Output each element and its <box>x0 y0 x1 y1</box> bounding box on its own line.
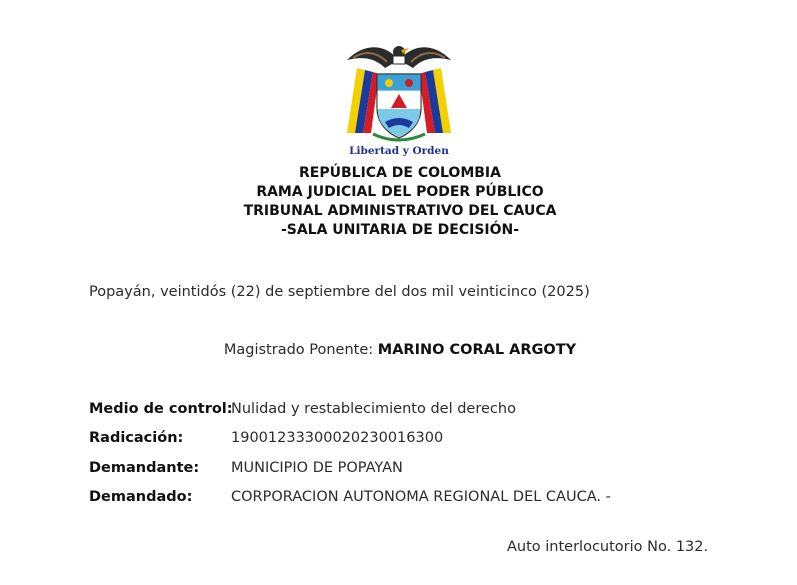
magistrate-label: Magistrado Ponente: <box>223 342 374 358</box>
coat-of-arms <box>343 38 455 160</box>
field-value: Nulidad y restablecimiento del derecho <box>231 401 516 417</box>
header-line-chamber: -SALA UNITARIA DE DECISIÓN- <box>280 222 520 238</box>
coat-of-arms-icon <box>343 38 455 146</box>
field-label: Demandado: <box>89 489 193 505</box>
header-line-tribunal: TRIBUNAL ADMINISTRATIVO DEL CAUCA <box>243 203 557 219</box>
magistrate-name: MARINO CORAL ARGOTY <box>377 342 577 358</box>
field-label: Radicación: <box>89 430 184 446</box>
motto: Libertad y Orden <box>349 145 449 157</box>
field-label: Medio de control: <box>89 401 233 417</box>
date-line: Popayán, veintidós (22) de septiembre del dos mil veinticinco (2025) <box>89 284 590 300</box>
auto-number: Auto interlocutorio No. 132. <box>507 539 709 555</box>
magistrate-line <box>0 342 797 358</box>
field-value: 19001233300020230016300 <box>231 430 444 446</box>
header-line-country: REPÚBLICA DE COLOMBIA <box>299 165 501 181</box>
header-line-branch: RAMA JUDICIAL DEL PODER PÚBLICO <box>256 184 544 200</box>
field-label: Demandante: <box>89 460 200 476</box>
document-header <box>0 164 797 240</box>
field-value: CORPORACION AUTONOMA REGIONAL DEL CAUCA. - <box>231 489 611 505</box>
field-value: MUNICIPIO DE POPAYAN <box>231 460 403 476</box>
